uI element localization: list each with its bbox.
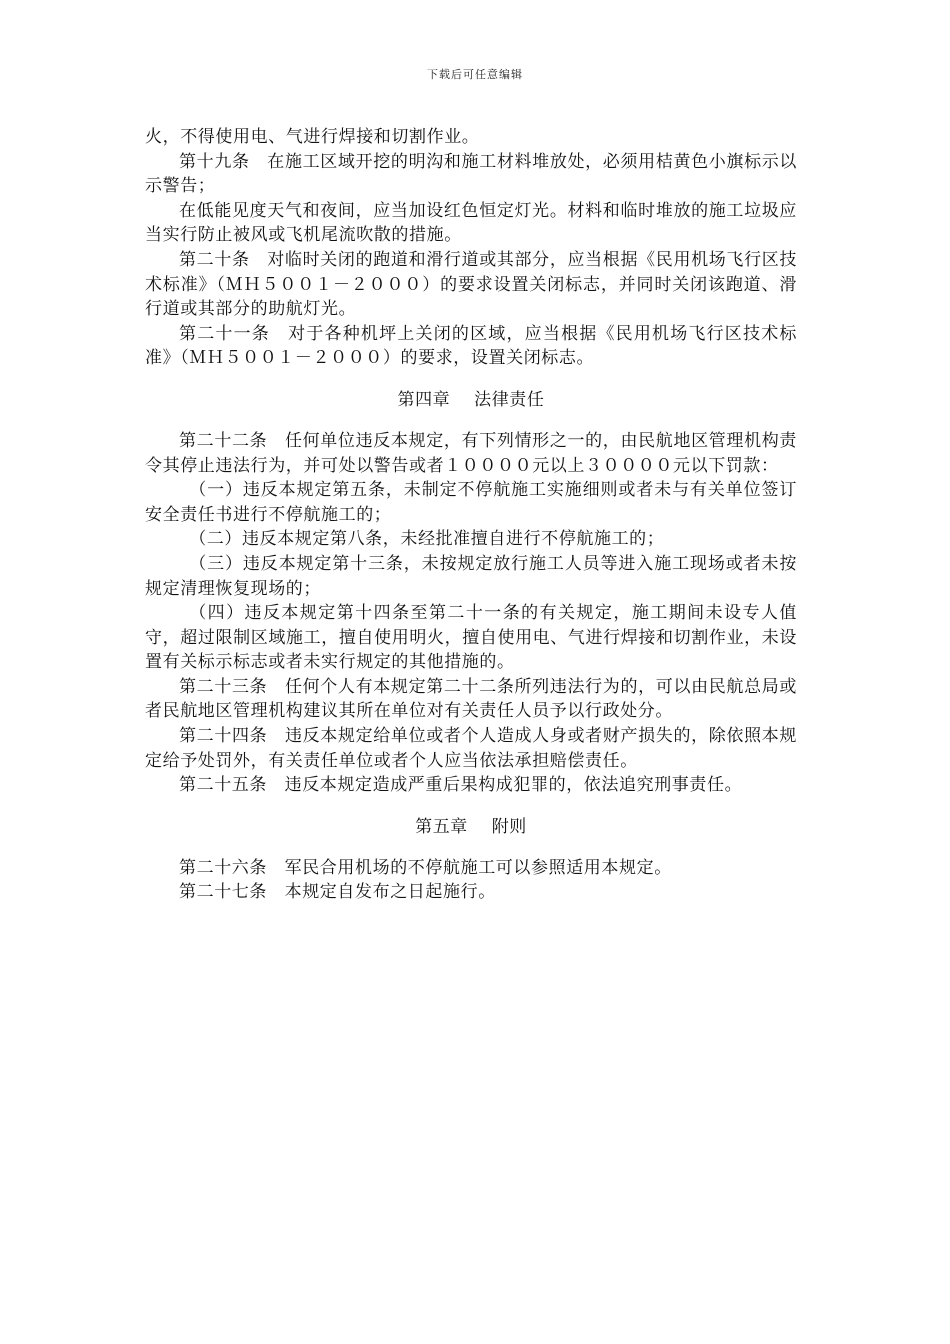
- paragraph: 火，不得使用电、气进行焊接和切割作业。: [145, 127, 480, 147]
- chapter-title: 法律责任: [474, 389, 545, 410]
- article-26: 第二十六条 军民合用机场的不停航施工可以参照适用本规定。: [179, 857, 672, 878]
- list-item: （二）违反本规定第八条，未经批准擅自进行不停航施工的；: [189, 529, 665, 550]
- paragraph: 在低能见度天气和夜间，应当加设红色恒定灯光。材料和临时堆放的施工垃圾应当实行防止被风或飞机尾流吹散的措施。: [145, 200, 797, 246]
- article-21: 第二十一条 对于各种机坪上关闭的区域，应当根据《民用机场飞行区技术标准》（ＭＨ５００１－２０００）的要求，设置关闭标志。: [145, 323, 797, 369]
- article-23: 第二十三条 任何个人有本规定第二十二条所列违法行为的，可以由民航总局或者民航地区管理机构建议其所在单位对有关责任人员予以行政处分。: [145, 676, 797, 722]
- list-item: （三）违反本规定第十三条，未按规定放行施工人员等进入施工现场或者未按规定清理恢复现场的；: [145, 553, 797, 599]
- chapter-number: 第四章: [397, 389, 451, 410]
- chapter-title: 附则: [491, 816, 527, 837]
- list-item: （一）违反本规定第五条，未制定不停航施工实施细则或者未与有关单位签订安全责任书进行不停航施工的；: [145, 480, 797, 525]
- article-20: 第二十条 对临时关闭的跑道和滑行道或其部分，应当根据《民用机场飞行区技术标准》（ＭＨ５００１－２０００）的要求设置关闭标志，并同时关闭该跑道、滑行道或其部分的助航灯光。: [145, 249, 797, 320]
- document-body: [145, 125, 797, 905]
- chapter-number: 第五章: [415, 816, 468, 837]
- chapter-4-heading: [145, 387, 797, 413]
- article-25: 第二十五条 违反本规定造成严重后果构成犯罪的，依法追究刑事责任。: [179, 775, 743, 796]
- article-19: 第十九条 在施工区域开挖的明沟和施工材料堆放处，必须用桔黄色小旗标示以示警告；: [145, 151, 797, 197]
- article-22: 第二十二条 任何单位违反本规定，有下列情形之一的，由民航地区管理机构责令其停止违法行为，并可处以警告或者１００００元以上３００００元以下罚款：: [145, 430, 797, 476]
- article-27: 第二十七条 本规定自发布之日起施行。: [179, 882, 496, 903]
- chapter-5-heading: [145, 814, 797, 840]
- list-item: （四）违反本规定第十四条至第二十一条的有关规定，施工期间未设专人值守，超过限制区域施工，擅自使用明火，擅自使用电、气进行焊接和切割作业，未设置有关标示标志或者未实行规定的其他措施的。: [145, 603, 797, 673]
- page-header: 下载后可任意编辑: [427, 68, 523, 81]
- article-24: 第二十四条 违反本规定给单位或者个人造成人身或者财产损失的，除依照本规定给予处罚外，有关责任单位或者个人应当依法承担赔偿责任。: [145, 726, 797, 771]
